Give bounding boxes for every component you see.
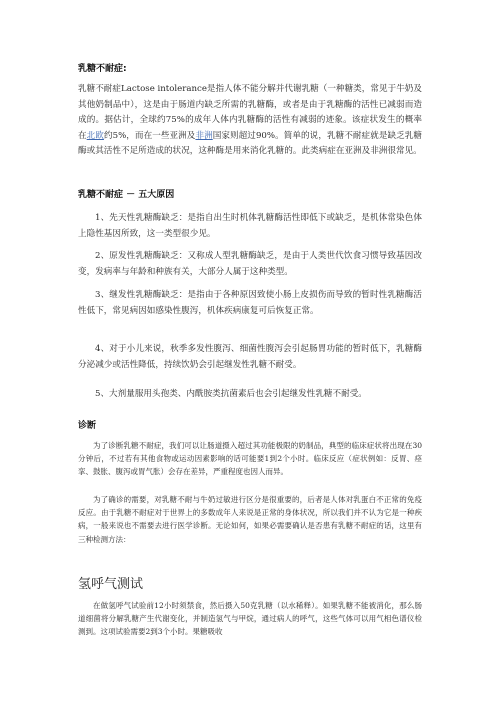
section-title-hydrogen-breath-test: 氢呼气测试: [78, 577, 144, 592]
cause-item-3: 3、继发性乳糖酶缺乏：是指由于各种原因致使小肠上皮损伤而导致的暂时性乳糖酶活性低下，常见病因如感染性腹泻，机体疾病康复可后恢复正常。: [78, 290, 422, 316]
cause-item-2: 2、原发性乳糖酶缺乏：又称成人型乳糖酶缺乏，是由于人类世代饮食习惯导致基因改变，发病率与年龄和种族有关，大部分人属于这种类型。: [78, 251, 422, 277]
link-africa[interactable]: 非洲: [195, 130, 213, 141]
hydrogen-test-paragraph: 在做氢呼气试验前12小时须禁食，然后摄入50克乳糖（以水稀释）。如果乳糖不能被消化，那么肠道细菌将分解乳糖产生代谢变化，并制造氢气与甲烷，通过病人的呼气，这些气体可以用气相色谱仪检测到。这项试验需要2到3个小时。果糖吸收: [78, 601, 422, 637]
cause-item-4: 4、对于小儿来说，秋季多发性腹泻、细菌性腹泻会引起肠胃功能的暂时低下，乳糖酶分泌减少或活性降低，持续饮奶会引起继发性乳糖不耐受。: [78, 344, 422, 370]
intro-text-part3: 国家则超过90%。简单的说，乳糖不耐症就是缺乏乳糖酶或其活性不足所造成的状况，这种酶是用来消化乳糖的。此类病症在亚洲及非洲很常见。: [78, 130, 422, 157]
intro-paragraph: [78, 82, 422, 160]
cause-item-1: 1、先天性乳糖酶缺乏：是指自出生时机体乳糖酶活性即低下或缺乏，是机体常染色体上隐性基因所致，这一类型很少见。: [78, 213, 422, 239]
diagnosis-paragraph-2: 为了确诊的需要，对乳糖不耐与牛奶过敏进行区分是很重要的，后者是人体对乳蛋白不正常的免疫反应。由于乳糖不耐症对于世界上的多数成年人来说是正常的身体状况，所以我们并不认为它是一种疾病，一般来说也不需要去进行医学诊断。无论如何，如果必需要确认是否患有乳糖不耐症的话，这里有三种检测方法：: [78, 495, 422, 544]
section-title-diagnosis: 诊断: [78, 421, 97, 431]
section-title-five-causes: 乳糖不耐症 － 五大原因: [78, 190, 175, 200]
diagnosis-paragraph-1: 为了诊断乳糖不耐症，我们可以让肠道摄入超过其功能极限的奶制品，典型的临床症状将出现在30分钟后，不过若有其他食物或运动因素影响的话可能要1到2个小时。临床反应（症状例如：反胃、痉挛、鼓胀、腹泻或胃气胀）会存在差异，严重程度也因人而异。: [78, 441, 422, 477]
intro-text-part2: 约5%，而在一些亚洲及: [103, 130, 196, 141]
link-northern-europe[interactable]: 北欧: [86, 130, 104, 141]
cause-item-5: 5、大剂量服用头孢类、内酰胺类抗菌素后也会引起继发性乳糖不耐受。: [95, 389, 367, 399]
section-title-lactose-intolerance: 乳糖不耐症:: [78, 64, 127, 74]
intro-text-part1: 乳糖不耐症Lactose intolerance是指人体不能分解并代谢乳糖（一种糖类，常见于牛奶及其他奶制品中），这是由于肠道内缺乏所需的乳糖酶，或者是由于乳糖酶的活性已减弱而造成的。据估计，全球约75%的成年人体内乳糖酶的活性有减弱的迹象。该症状发生的概率在: [78, 84, 422, 141]
